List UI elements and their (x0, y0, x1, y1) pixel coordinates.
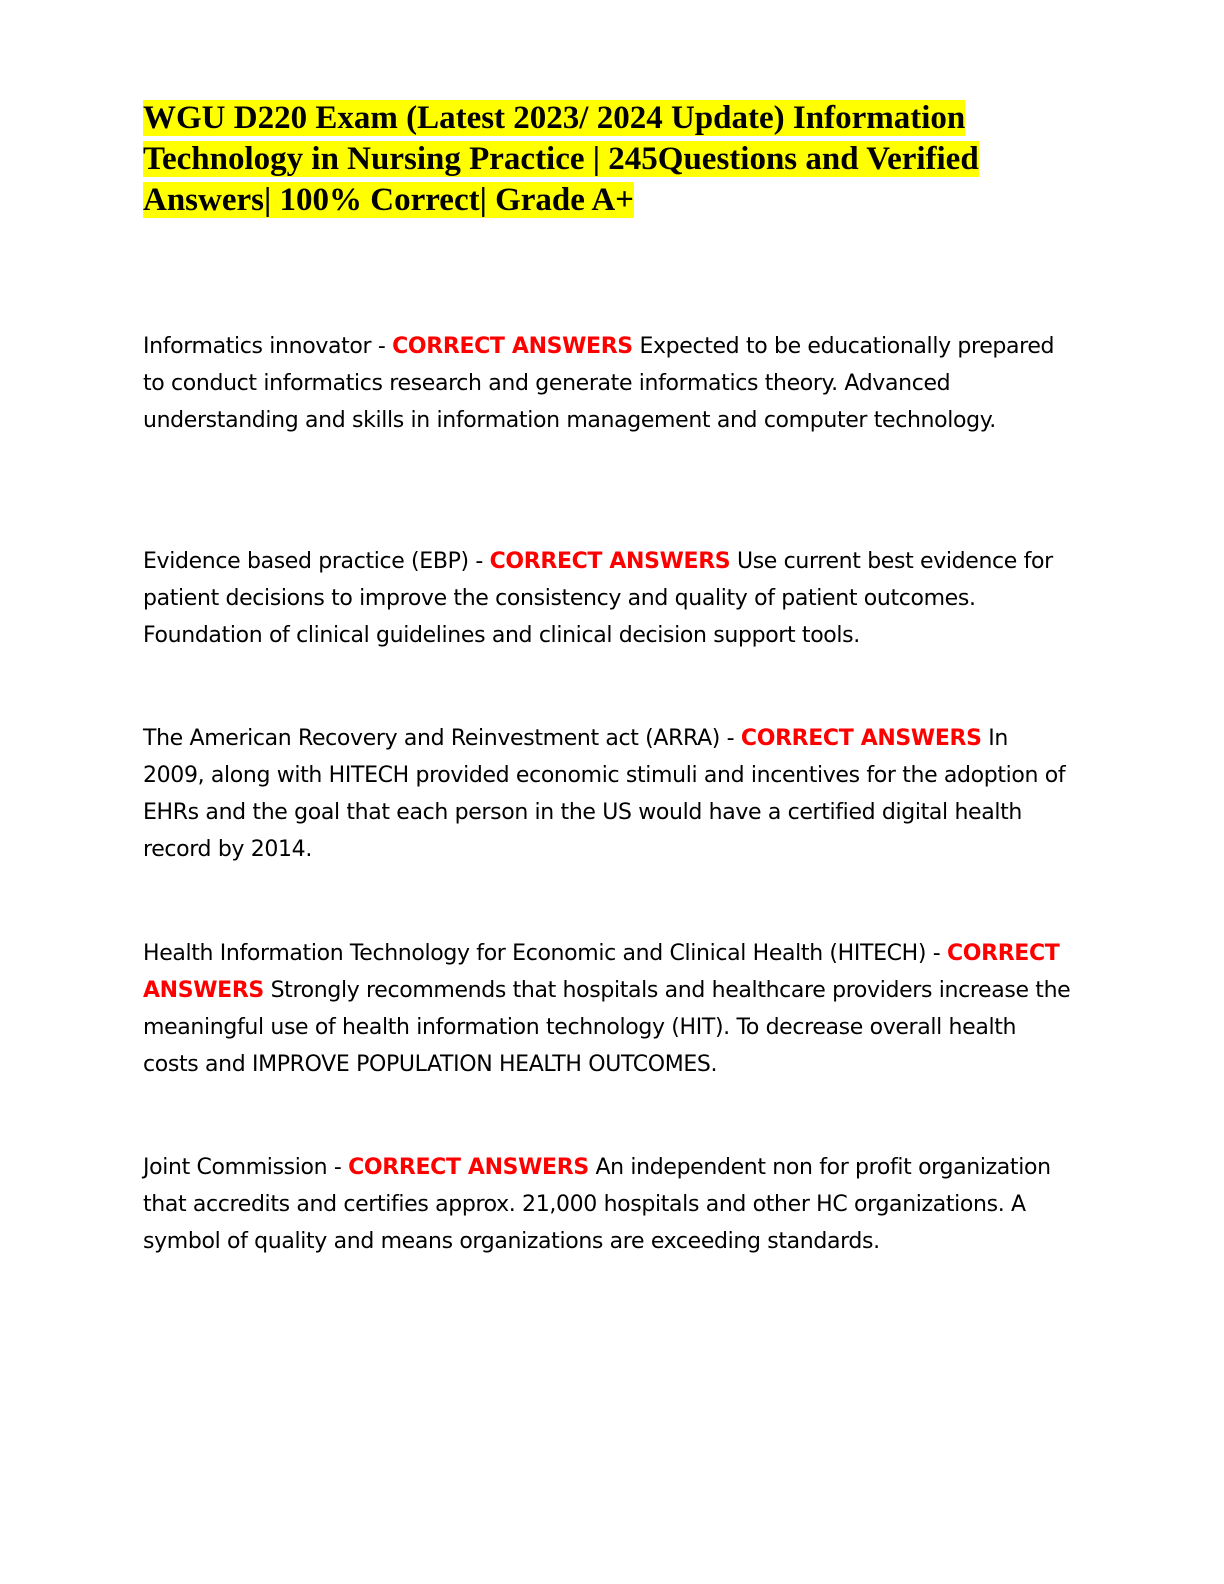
qa-entry-joint-commission (143, 1149, 1073, 1260)
correct-answers-label: CORRECT ANSWERS (740, 726, 982, 751)
entry-term: Health Information Technology for Economic and Clinical Health (HITECH) - (143, 941, 947, 966)
document-title (143, 98, 1083, 221)
entry-definition: An independent non for profit organization that accredits and certifies approx. 21,000 hospitals and other HC organizations. A symbol of quality and means organizations are exceeding standards. (143, 1155, 1051, 1254)
correct-answers-label: CORRECT ANSWERS (489, 549, 731, 574)
entry-term: Evidence based practice (EBP) - (143, 549, 490, 574)
correct-answers-label: CORRECT ANSWERS (392, 334, 633, 359)
entry-term: The American Recovery and Reinvestment act (ARRA) - (143, 726, 741, 751)
entry-definition: Expected to be educationally prepared to conduct informatics research and generate informatics theory. Advanced understanding and skills in information management and computer technology. (143, 334, 1055, 433)
qa-entry-arra (143, 720, 1073, 868)
entry-definition: In 2009, along with HITECH provided economic stimuli and incentives for the adoption of EHRs and the goal that each person in the US would have a certified digital health record by 2014. (143, 726, 1066, 862)
qa-entry-informatics-innovator (143, 328, 1073, 439)
entry-term: Informatics innovator - (143, 334, 393, 359)
entry-term: Joint Commission - (143, 1155, 349, 1180)
entry-definition: Strongly recommends that hospitals and healthcare providers increase the meaningful use of health information technology (HIT). To decrease overall health costs and IMPROVE POPULATION HEALTH OUTCOMES. (143, 978, 1071, 1077)
qa-entry-evidence-based-practice (143, 543, 1073, 654)
correct-answers-label: CORRECT ANSWERS (348, 1155, 589, 1180)
title-highlight: WGU D220 Exam (Latest 2023/ 2024 Update) Information Technology in Nursing Practice | 245Questions and Verified Answers| 100% Correct| Grade A+ (143, 100, 979, 218)
entry-definition: Use current best evidence for patient decisions to improve the consistency and quality of patient outcomes. Foundation of clinical guidelines and clinical decision support tools. (143, 549, 1053, 648)
qa-entry-hitech (143, 935, 1073, 1083)
correct-answers-label: CORRECT ANSWERS (143, 941, 1060, 1003)
